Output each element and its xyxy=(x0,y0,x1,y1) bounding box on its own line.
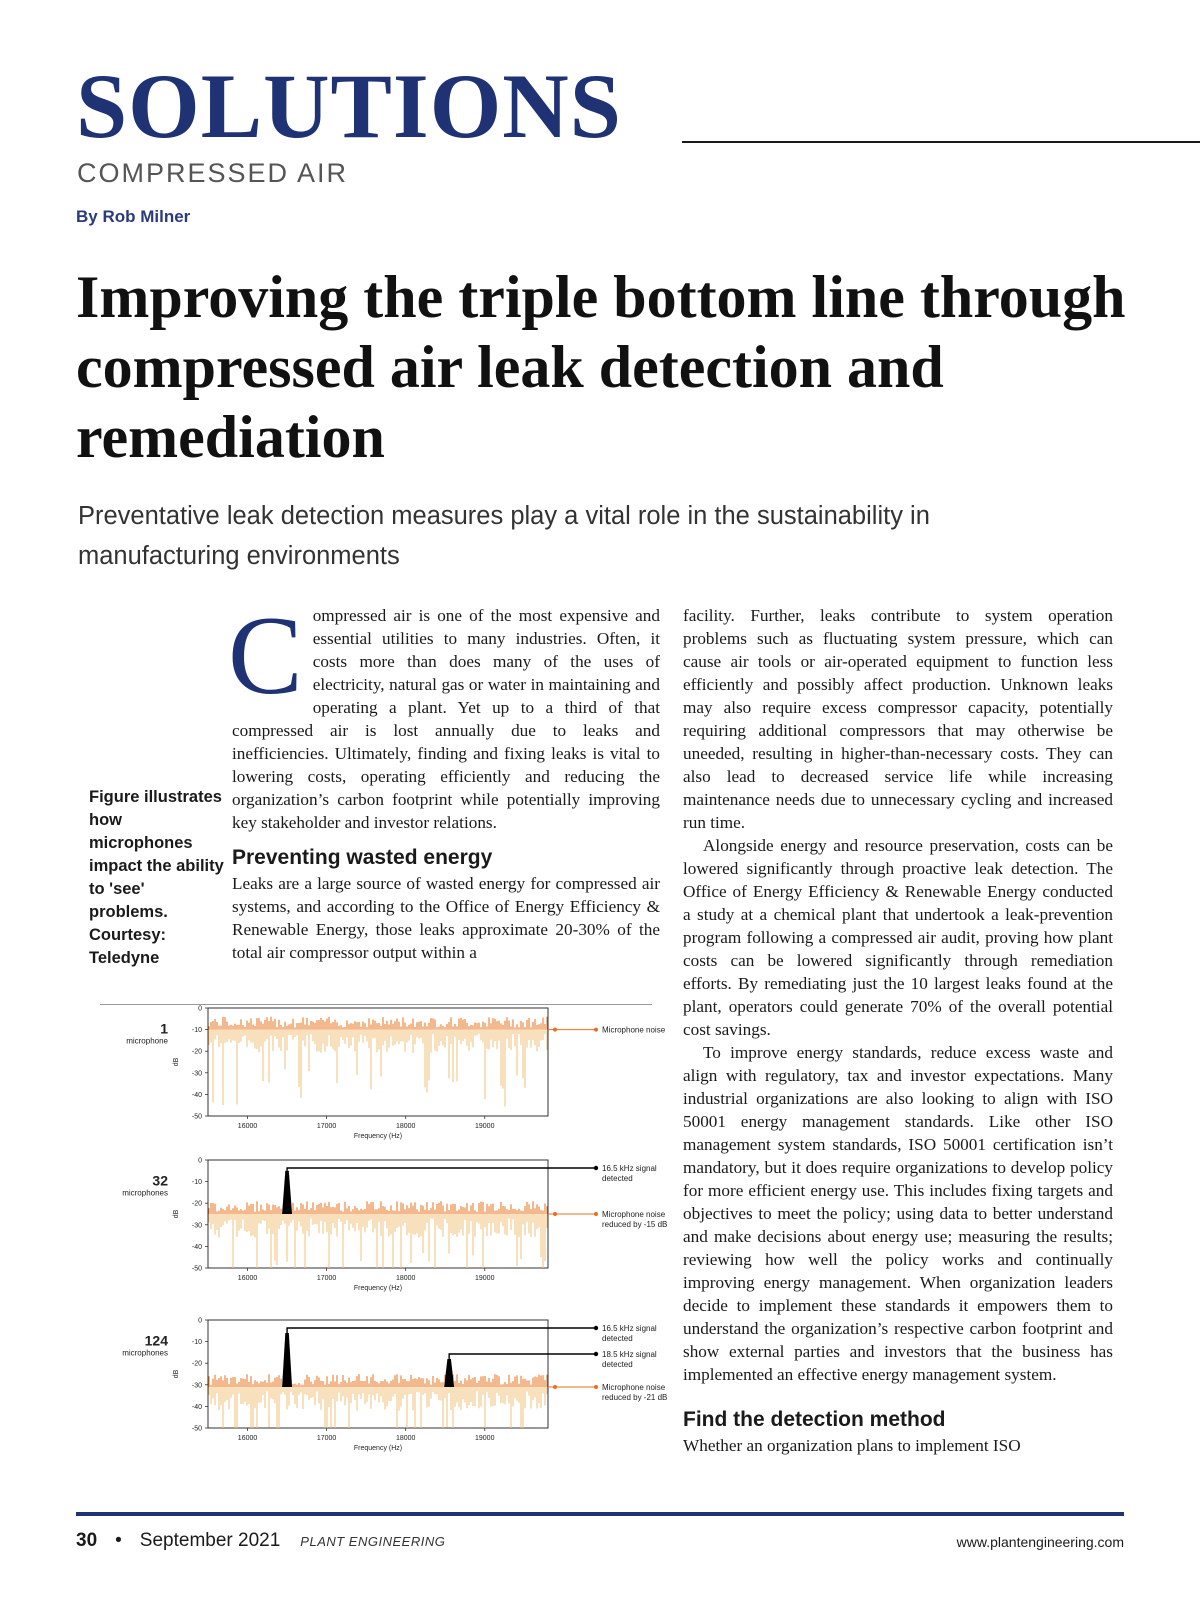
article-deck: Preventative leak detection measures play a vital role in the sustainability in manufacturing environments xyxy=(78,502,930,570)
signal-marker xyxy=(594,1352,598,1356)
microphone-count-label: microphones xyxy=(122,1188,168,1198)
microphone-count: 1 xyxy=(160,1020,168,1037)
y-tick-label: -40 xyxy=(191,1403,202,1411)
x-tick-label: 19000 xyxy=(475,1275,495,1282)
footer-bullet: • xyxy=(115,1530,122,1551)
y-tick-label: -30 xyxy=(191,1222,202,1230)
y-tick-label: -10 xyxy=(191,1027,202,1035)
y-tick-label: -50 xyxy=(191,1113,202,1121)
paragraph-intro xyxy=(228,594,660,834)
issue-date: September 2021 xyxy=(139,1530,281,1551)
section-rule xyxy=(682,141,1200,143)
annotation-label: Microphone noise xyxy=(602,1210,666,1219)
figure-caption: Figure illustrates how microphones impact the ability to 'see' problems. Courtesy: Teledyne xyxy=(89,788,224,967)
figure-top-rule xyxy=(100,1004,652,1005)
x-tick-label: 17000 xyxy=(316,1123,337,1130)
y-tick-label: -30 xyxy=(191,1382,202,1390)
annotation-label: reduced by -15 dB xyxy=(602,1220,668,1229)
paragraph-intro-text: ompressed air is one of the most expensive and essential utilities to many industries. Often, it costs more than does many of the uses of electricity, natural gas or water in maintaining and operating a plant. Yet up to a third of that compressed air is lost annually due to leaks and inefficiencies. Ultimately, finding and fixing leaks is vital to lowering costs, operating efficiently and reducing the organization’s carbon footprint while potentially improving key stakeholder and investor relations. xyxy=(232,606,660,832)
x-tick-label: 19000 xyxy=(475,1123,495,1130)
annotation-label: Microphone noise xyxy=(602,1382,666,1392)
x-tick-label: 18000 xyxy=(395,1275,416,1282)
footer-left xyxy=(76,1530,445,1552)
subhead-preventing-wasted-energy: Preventing wasted energy xyxy=(232,846,493,869)
noise-marker-ext xyxy=(594,1212,598,1216)
drop-cap: C xyxy=(228,594,303,718)
annotation-label: detected xyxy=(602,1360,633,1369)
annotation-label: detected xyxy=(602,1334,633,1343)
paragraph: Leaks are a large source of wasted energy for compressed air systems, and according to the Office of Energy Efficiency & Renewable Energy, those leaks approximate 20-30% of the total air compressor output within a xyxy=(232,874,660,962)
x-tick-label: 16000 xyxy=(237,1123,258,1130)
plot-frame xyxy=(208,1320,548,1428)
magazine-name: PLANT ENGINEERING xyxy=(300,1534,446,1549)
y-tick-label: -20 xyxy=(191,1048,202,1056)
paragraph: To improve energy standards, reduce excess waste and align with regulatory, tax and investor expectations. Many industrial organizations are also looking to align with ISO 50001 energy management standards. Like other ISO management system standards, ISO 50001 certification isn’t mandatory, but it does require organizations to develop policy for more efficient energy use. This includes fixing targets and objectives to meet the policy; using data to better understand and make decisions about energy use; measuring the results; reviewing how well the policy works and continually improving energy management. When organization leaders decide to implement these standards it empowers them to understand the organization’s respective carbon footprint and show external parties and investors that the business has implemented an effective energy management system. xyxy=(683,1043,1113,1384)
y-axis-label: dB xyxy=(173,1369,180,1379)
x-tick-label: 19000 xyxy=(475,1435,495,1442)
y-tick-label: -20 xyxy=(191,1200,202,1208)
paragraph: facility. Further, leaks contribute to system operation problems such as fluctuating system pressure, which can cause air tools or air-operated equipment to function less efficiently and possibly affect production. Unknown leaks may also require excess compressor capacity, potentially requiring additional compressors that may otherwise be uneeded, resulting in higher-than-necessary costs. They can also lead to decreased service life while increasing maintenance needs due to unnecessary cycling and increased run time. xyxy=(683,606,1113,832)
article-column-middle xyxy=(228,594,660,964)
annotation-label: 16.5 kHz signal xyxy=(602,1324,657,1333)
y-tick-label: -50 xyxy=(191,1265,202,1273)
signal-marker xyxy=(594,1166,598,1170)
paragraph: Alongside energy and resource preservation, costs can be lowered significantly through proactive leak detection. The Office of Energy Efficiency & Renewable Energy conducted a study at a chemical plant that undertook a leak-prevention program following a compressed air audit, proving how plant costs can be lowered significantly through remediation efforts. By remediating just the 10 largest leaks found at the plant, operators could generate 70% of the overall potential cost savings. xyxy=(683,836,1113,1039)
article-column-right xyxy=(683,604,1113,1457)
y-axis-label: dB xyxy=(173,1057,180,1067)
spectrum-figure xyxy=(100,1005,668,1458)
y-tick-label: -20 xyxy=(191,1360,202,1368)
annotation-label: Microphone noise xyxy=(602,1025,666,1035)
noise-marker-ext xyxy=(594,1385,598,1389)
footer-rule xyxy=(76,1512,1124,1516)
y-tick-label: 0 xyxy=(198,1005,202,1013)
x-tick-label: 16000 xyxy=(237,1275,258,1282)
section-title: SOLUTIONS xyxy=(76,55,622,157)
microphone-count: 32 xyxy=(152,1172,168,1189)
section-subtitle: COMPRESSED AIR xyxy=(77,158,349,188)
noise-marker-ext xyxy=(594,1028,598,1032)
footer-url: www.plantengineering.com xyxy=(956,1534,1124,1550)
y-tick-label: -10 xyxy=(191,1339,202,1347)
microphone-count-label: microphone xyxy=(126,1036,168,1046)
byline: By Rob Milner xyxy=(76,207,191,226)
x-tick-label: 18000 xyxy=(395,1435,416,1442)
y-tick-label: 0 xyxy=(198,1317,202,1325)
page-number: 30 xyxy=(76,1530,98,1551)
y-axis-label: dB xyxy=(173,1209,180,1219)
x-axis-label: Frequency (Hz) xyxy=(353,1285,403,1292)
x-tick-label: 18000 xyxy=(395,1123,416,1130)
y-tick-label: -30 xyxy=(191,1070,202,1078)
annotation-label: detected xyxy=(602,1174,633,1183)
x-axis-label: Frequency (Hz) xyxy=(353,1133,403,1140)
x-axis-label: Frequency (Hz) xyxy=(353,1445,403,1452)
signal-marker xyxy=(594,1326,598,1330)
y-tick-label: -10 xyxy=(191,1179,202,1187)
article-headline: Improving the triple bottom line through compressed air leak detection and remediation xyxy=(76,264,1126,470)
subhead-find-the-detection-method: Find the detection method xyxy=(683,1408,946,1431)
y-tick-label: -40 xyxy=(191,1091,202,1099)
x-tick-label: 17000 xyxy=(316,1435,337,1442)
y-tick-label: 0 xyxy=(198,1157,202,1165)
x-tick-label: 17000 xyxy=(316,1275,337,1282)
annotation-label: 18.5 kHz signal xyxy=(602,1350,657,1359)
paragraph: Whether an organization plans to implement ISO xyxy=(683,1436,1021,1455)
annotation-label: 16.5 kHz signal xyxy=(602,1164,657,1173)
x-tick-label: 16000 xyxy=(237,1435,258,1442)
y-tick-label: -40 xyxy=(191,1243,202,1251)
y-tick-label: -50 xyxy=(191,1425,202,1433)
microphone-count: 124 xyxy=(144,1332,168,1349)
microphone-count-label: microphones xyxy=(122,1348,168,1358)
annotation-label: reduced by -21 dB xyxy=(602,1392,668,1402)
